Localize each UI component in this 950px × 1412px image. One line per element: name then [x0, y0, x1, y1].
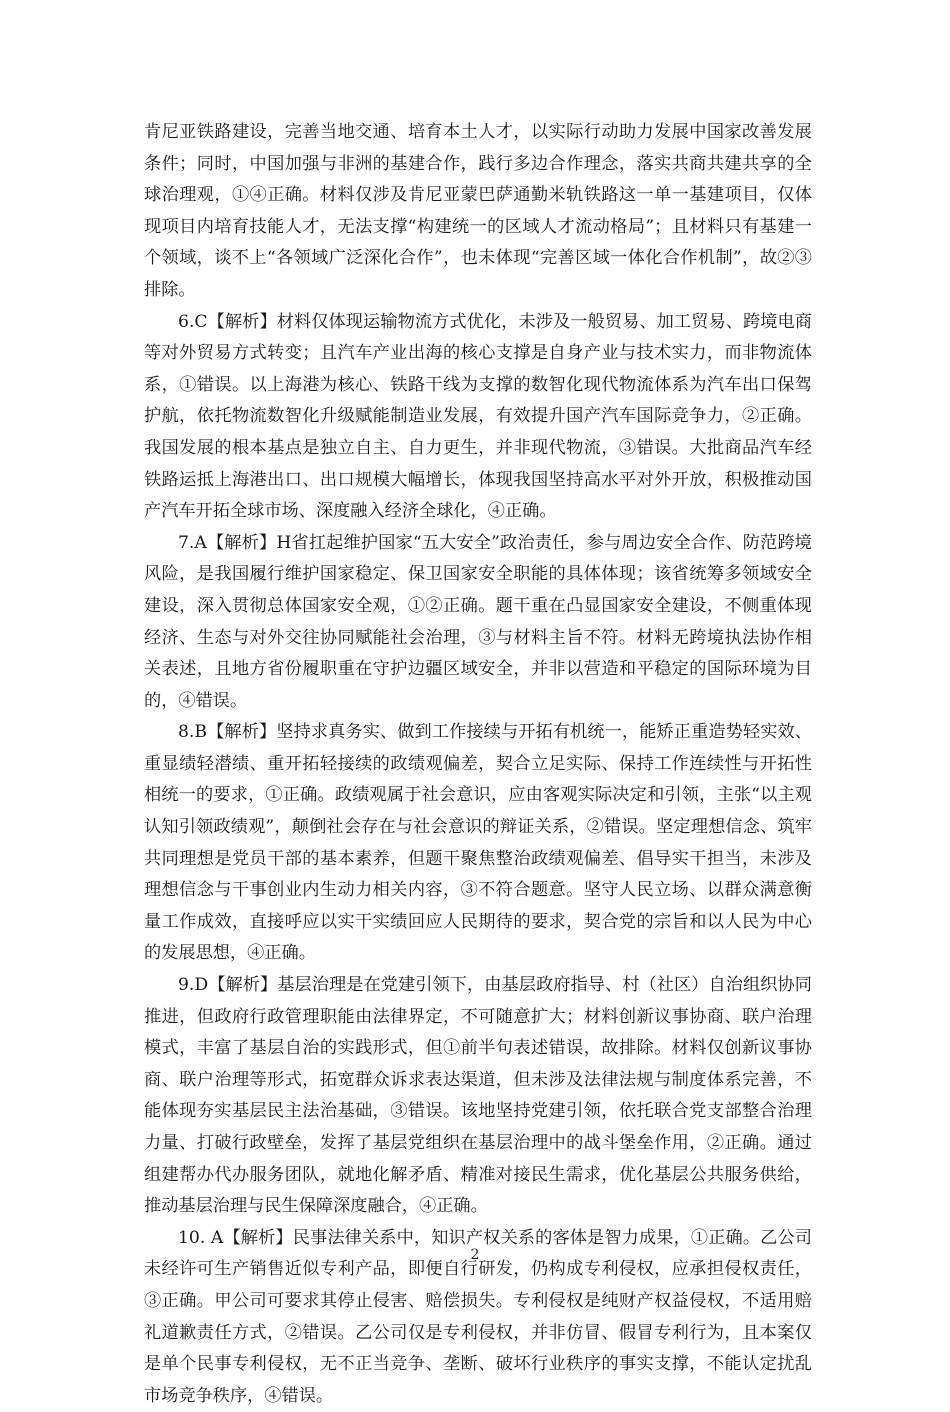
paragraph-item-10: 10. A【解析】民事法律关系中，知识产权关系的客体是智力成果，①正确。乙公司未经许可生产销售近似专利产品，即便自行研发，仍构成专利侵权，应承担侵权责任，③正确。甲公司可要求其停止侵害、赔偿损失。专利侵权是纯财产权益侵权，不适用赔礼道歉责任方式，②错误。乙公司仅是专利侵权，并非仿冒、假冒专利行为，且本案仅是单个民事专利侵权，无不正当竞争、垄断、破坏行业秩序的事实支撑，不能认定扰乱市场竞争秩序，④错误。 — [144, 1227, 812, 1406]
paragraph-item-5-continued: 肯尼亚铁路建设，完善当地交通、培育本土人才，以实际行动助力发展中国家改善发展条件；同时，中国加强与非洲的基建合作，践行多边合作理念，落实共商共建共享的全球治理观，①④正确。材料仅涉及肯尼亚蒙巴萨通勤米轨铁路这一单一基建项目，仅体现项目内培育技能人才，无法支撑“构建统一的区域人才流动格局”；且材料只有基建一个领域，谈不上“各领域广泛深化合作”，也未体现“完善区域一体化合作机制”，故②③排除。 — [144, 122, 812, 300]
paragraph-item-9: 9.D【解析】基层治理是在党建引领下，由基层政府指导、村（社区）自治组织协同推进，但政府行政管理职能由法律界定，不可随意扩大；材料创新议事协商、联户治理模式，丰富了基层自治的实践形式，但①前半句表述错误，故排除。材料仅创新议事协商、联户治理等形式，拓宽群众诉求表达渠道，但未涉及法律法规与制度体系完善，不能体现夯实基层民主法治基础，③错误。该地坚持党建引领，依托联合党支部整合治理力量、打破行政壁垒，发挥了基层党组织在基层治理中的战斗堡垒作用，②正确。通过组建帮办代办服务团队，就地化解矛盾、精准对接民生需求，优化基层公共服务供给，推动基层治理与民生保障深度融合，④正确。 — [144, 975, 812, 1217]
page-number: 2 — [470, 1247, 480, 1263]
paragraph-item-8: 8.B【解析】坚持求真务实、做到工作接续与开拓有机统一，能矫正重造势轻实效、重显绩轻潜绩、重开拓轻接续的政绩观偏差，契合立足实际、保持工作连续性与开拓性相统一的要求，①正确。政绩观属于社会意识，应由客观实际决定和引领，主张“以主观认知引领政绩观”，颠倒社会存在与社会意识的辩证关系，②错误。坚定理想信念、筑牢共同理想是党员干部的基本素养，但题干聚焦整治政绩观偏差、倡导实干担当，未涉及理想信念与干事创业内生动力相关内容，③不符合题意。坚守人民立场、以群众满意衡量工作成效，直接呼应以实干实绩回应人民期待的要求，契合党的宗旨和以人民为中心的发展思想，④正确。 — [144, 722, 812, 964]
paragraph-item-7: 7.A【解析】H省扛起维护国家“五大安全”政治责任，参与周边安全合作、防范跨境风险，是我国履行维护国家稳定、保卫国家安全职能的具体体现；该省统筹多领域安全建设，深入贯彻总体国家安全观，①②正确。题干重在凸显国家安全建设，不侧重体现经济、生态与对外交往协同赋能社会治理，③与材料主旨不符。材料无跨境执法协作相关表述，且地方省份履职重在守护边疆区域安全，并非以营造和平稳定的国际环境为目的，④错误。 — [144, 532, 812, 711]
paragraph-item-6: 6.C【解析】材料仅体现运输物流方式优化，未涉及一般贸易、加工贸易、跨境电商等对外贸易方式转变；且汽车产业出海的核心支撑是自身产业与技术实力，而非物流体系，①错误。以上海港为核心、铁路干线为支撑的数智化现代物流体系为汽车出口保驾护航，依托物流数智化升级赋能制造业发展，有效提升国产汽车国际竞争力，②正确。我国发展的根本基点是独立自主、自力更生，并非现代物流，③错误。大批商品汽车经铁路运抵上海港出口、出口规模大幅增长，体现我国坚持高水平对外开放，积极推动国产汽车开拓全球市场、深度融入经济全球化，④正确。 — [144, 311, 812, 522]
answer-explanations — [144, 117, 812, 1412]
